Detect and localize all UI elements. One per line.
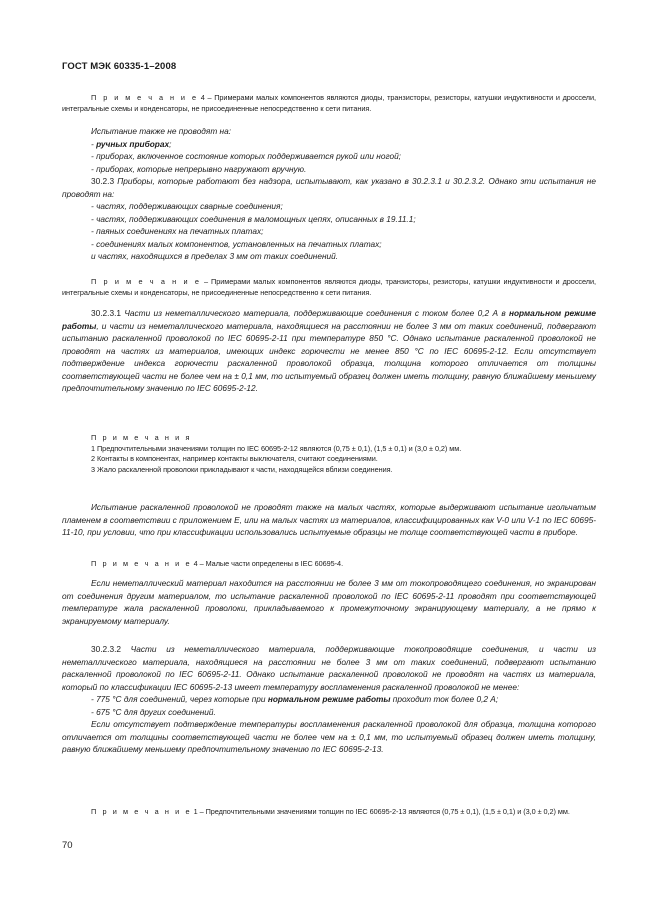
note-lead: П р и м е ч а н и е	[91, 807, 192, 816]
term-normal-operation: нормальном режиме работы	[267, 694, 391, 704]
note-lead: П р и м е ч а н и е	[91, 559, 192, 568]
term-hand-held: ручных приборах	[96, 138, 170, 149]
clause-30-2-3-text: 30.2.3 Приборы, которые работают без надзора, испытывают, как указано в 30.2.3.1 и 30.2.3.2. Однако эти испытания не проводят на:	[62, 176, 596, 199]
clause-30-2-3-2	[62, 643, 596, 756]
term-normal-operation: нормальном режиме работы	[62, 308, 596, 331]
note-text: – Примерами малых компонентов являются диоды, транзисторы, резисторы, катушки индуктивности и дроссели, интегральные схемы и конденсаторы, не присоединенные непосредственно к сети питания.	[62, 277, 596, 297]
clause-item-775: - 775 °C для соединений, через которые при нормальном режиме работы проходит ток более 0,2 А;	[91, 694, 499, 704]
clause-item: и частях, находящихся в пределах 3 мм от таких соединений.	[91, 251, 339, 261]
clause-item: - паяных соединениях на печатных платах;	[91, 226, 264, 236]
clause-number: 30.2.3	[91, 176, 115, 186]
note-text: 4 – Примерами малых компонентов являются диоды, транзисторы, резисторы, катушки индуктивности и дроссели, интегральные схемы и конденсаторы, не присоединенные непосредственно к сети питания.	[62, 93, 596, 113]
clause-item: - частях, поддерживающих сварные соединения;	[91, 201, 283, 211]
document-header: ГОСТ МЭК 60335-1–2008	[62, 61, 177, 72]
exemption-item-hand-held: - ручных приборах;	[91, 138, 172, 149]
note-thickness-2-13	[62, 807, 596, 818]
page-number: 70	[62, 840, 73, 851]
note-item-2: 2 Контакты в компонентах, например контакты выключателя, считают соединениями.	[91, 454, 378, 464]
paragraph-glow-wire-exemption: Испытание раскаленной проволокой не проводят также на малых частях, которые выдерживают испытание игольчатым пламенем в соответствии с приложением Е, или на малых частях из материалов, классифицированных как V-0 или V-1 по IEC 60695-11-10, при условии, что при классификации использовались испытуемые образцы не толще соответствующей части в приборе.	[62, 502, 596, 537]
clause-item-675: - 675 °C для других соединений.	[91, 706, 216, 717]
paragraph-screened-material: Если неметаллический материал находится на расстоянии не более 3 мм от токопроводящего соединения, но экранирован от соединения другим материалом, то испытание раскаленной проволокой по IEC 60695-2-11 проводят при соответствующей температуре жала раскаленной проволоки, прикладываемого к промежуточному экранирующему материалу, а не прямо к экранируемому материалу.	[62, 578, 596, 626]
clause-item: - частях, поддерживающих соединения в маломощных цепях, описанных в 19.11.1;	[91, 213, 416, 224]
clause-number: 30.2.3.1	[91, 308, 121, 318]
exemption-list	[62, 125, 596, 175]
clause-30-2-3-1: 30.2.3.1 Части из неметаллического материала, поддерживающие соединения с током более 0,2 А в нормальном режиме работы, и части из неметаллического материала, находящиеся на расстоянии не более 3 мм от таких соединений, подвергают испытанию раскаленной проволокой по IEC 60695-2-11 при температуре 850 °C. Однако испытание раскаленной проволокой не проводят на частях из материалов, имеющих индекс горючести не менее 850 °C по IEC 60695-2-12. Если отсутствует подтверждение индекса горючести раскаленной проволокой образца, толщина которого отличается от толщины соответствующей части не более чем на ± 0,1 мм, то испытуемый образец должен иметь толщину, равную ближайшему меньшему предпочтительному значению по IEC 60695-2-12.	[62, 308, 596, 393]
notes-lead: П р и м е ч а н и я	[91, 433, 192, 442]
clause-30-2-3-2-text: 30.2.3.2 Части из неметаллического материала, поддерживающие токопроводящие соединения, и части из неметаллического материала, находящиеся на расстоянии не более 3 мм от таких соединений, подвергают испытанию раскаленной проволокой по IEC 60695-2-11. Однако испытание раскаленной проволокой не проводят на частях из материала, который по классификации IEC 60695-2-13 имеет температуру воспламенения раскаленной проволокой не менее:	[62, 644, 596, 692]
note-text: 1 – Предпочтительными значениями толщин по IEC 60695-2-13 являются (0,75 ± 0,1), (1,5 ± 0,1) и (3,0 ± 0,2) мм.	[191, 807, 570, 816]
note-small-components-2	[62, 277, 596, 298]
note-item-3: 3 Жало раскаленной проволоки прикладывают к части, находящейся вблизи соединения.	[91, 465, 393, 475]
note-text: 4 – Малые части определены в IEC 60695-4.	[191, 559, 344, 568]
exemption-intro: Испытание также не проводят на:	[91, 126, 232, 136]
note-lead: П р и м е ч а н и е	[91, 93, 199, 102]
note-small-components	[62, 93, 596, 114]
note-small-parts	[62, 559, 596, 570]
clause-30-2-3	[62, 175, 596, 263]
notes-thickness	[62, 433, 596, 476]
exemption-item-manual-load: - приборах, которые непрерывно нагружают вручную.	[91, 163, 307, 174]
note-lead: П р и м е ч а н и е	[91, 277, 201, 286]
clause-tail: Если отсутствует подтверждение температуры воспламенения раскаленной проволокой для образца, толщина которого отличается от толщины соответствующей части не более чем на ± 0,1 мм, то испытуемый образец должен иметь толщину, равную ближайшему меньшему предпочтительному значению по IEC 60695-2-13.	[62, 719, 596, 754]
note-item-1: 1 Предпочтительными значениями толщин по IEC 60695-2-12 являются (0,75 ± 0,1), (1,5 ± 0,1) и (3,0 ± 0,2) мм.	[91, 443, 462, 453]
exemption-item-hand-foot: - приборах, включенное состояние которых поддерживается рукой или ногой;	[91, 151, 401, 161]
clause-item: - соединениях малых компонентов, установленных на печатных платах;	[91, 238, 382, 249]
clause-number: 30.2.3.2	[91, 644, 121, 654]
